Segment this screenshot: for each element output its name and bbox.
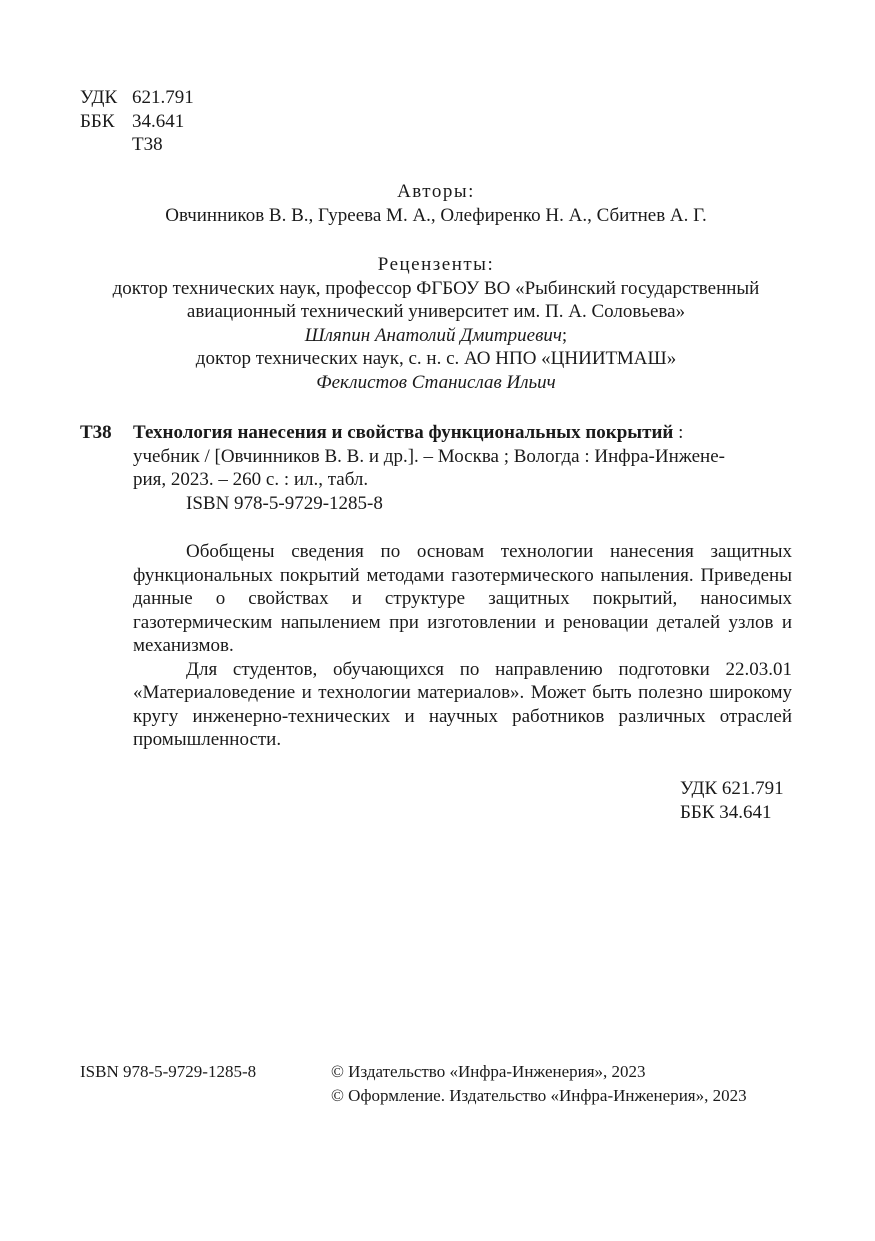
authors-names: Овчинников В. В., Гуреева М. А., Олефиренко Н. А., Сбитнев А. Г. bbox=[165, 204, 707, 226]
udk-value: 621.791 bbox=[132, 87, 194, 108]
udk-label: УДК bbox=[80, 87, 118, 108]
bibliographic-entry bbox=[133, 421, 792, 515]
entry-line-3: рия, 2023. – 260 с. : ил., табл. bbox=[133, 469, 369, 490]
reviewer-2-name: Феклистов Станислав Ильич bbox=[316, 371, 556, 393]
entry-title-line bbox=[133, 421, 792, 445]
abstract-paragraph-1: Обобщены сведения по основам технологии нанесения защитных функциональных покрытий методами газотермического напыления. Приведены данные о свойствах и структуре защитных покрытий, наносимых газотермическим напылением при изготовлении и реновации деталей узлов и механизмов. bbox=[133, 541, 792, 656]
classification-codes bbox=[80, 86, 194, 157]
reviewers-heading: Рецензенты: bbox=[377, 254, 495, 275]
reviewers-block bbox=[80, 253, 792, 394]
title-colon: : bbox=[673, 422, 684, 443]
abstract-paragraph-2: Для студентов, обучающихся по направлению подготовки 22.03.01 «Материаловедение и технологии материалов». Может быть полезно широкому кругу инженерно-технических и научных работников различных отраслей промышленности. bbox=[133, 658, 792, 750]
classification-codes-right bbox=[680, 777, 784, 824]
udk-right: УДК 621.791 bbox=[680, 778, 784, 799]
reviewer-separator: ; bbox=[561, 324, 568, 346]
bbk-value: 34.641 bbox=[132, 110, 185, 132]
reviewer-line-2: авиационный технический университет им. П. А. Соловьева» bbox=[186, 301, 686, 322]
reviewer-line-1: доктор технических наук, профессор ФГБОУ ВО «Рыбинский государственный bbox=[112, 277, 760, 299]
footer-copyrights bbox=[331, 1060, 747, 1107]
reviewer-line-4: доктор технических наук, с. н. с. АО НПО «ЦНИИТМАШ» bbox=[195, 348, 677, 369]
bbk-row bbox=[80, 110, 194, 134]
bbk-right: ББК 34.641 bbox=[680, 801, 772, 823]
entry-code: Т38 bbox=[80, 422, 112, 443]
footer-isbn: ISBN 978-5-9729-1285-8 bbox=[80, 1062, 257, 1081]
entry-line-2: учебник / [Овчинников В. В. и др.]. – Москва ; Вологда : Инфра-Инжене- bbox=[133, 445, 725, 467]
authors-heading: Авторы: bbox=[397, 181, 475, 202]
copyright-design: © Оформление. Издательство «Инфра-Инженерия», 2023 bbox=[331, 1085, 747, 1105]
copyright-publisher: © Издательство «Инфра-Инженерия», 2023 bbox=[331, 1062, 646, 1081]
authors-block bbox=[80, 180, 792, 227]
author-mark: Т38 bbox=[132, 134, 163, 155]
bbk-label: ББК bbox=[80, 110, 115, 132]
entry-isbn: ISBN 978-5-9729-1285-8 bbox=[186, 492, 383, 514]
reviewer-1-name-line bbox=[80, 324, 792, 348]
book-title: Технология нанесения и свойства функциональных покрытий bbox=[133, 422, 674, 443]
reviewer-1-name: Шляпин Анатолий Дмитриевич bbox=[304, 324, 562, 346]
abstract bbox=[133, 540, 792, 752]
udk-row bbox=[80, 86, 194, 110]
